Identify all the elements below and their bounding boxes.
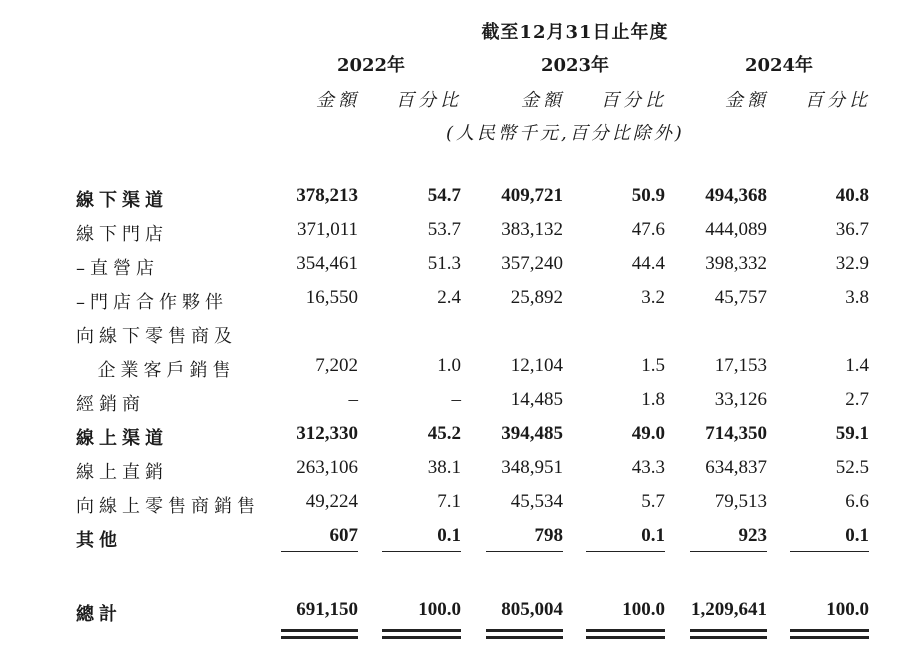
percent-cell: 1.5	[641, 355, 665, 376]
percent-cell: 1.0	[437, 355, 461, 376]
percent-cell: 100.0	[622, 599, 665, 620]
total-double-rule	[382, 629, 461, 639]
total-double-rule	[486, 629, 563, 639]
subtotal-rule	[586, 551, 665, 552]
percent-cell: 5.7	[641, 491, 665, 512]
amount-cell: 714,350	[705, 423, 767, 444]
amount-cell: 409,721	[501, 185, 563, 206]
amount-cell: 45,534	[510, 491, 563, 512]
subtotal-rule	[690, 551, 767, 552]
percent-cell: 6.6	[845, 491, 869, 512]
amount-cell: 394,485	[501, 423, 563, 444]
row-label: 線上渠道	[76, 428, 168, 449]
units-note: (人民幣千元,百分比除外)	[446, 123, 685, 144]
percent-cell: 2.7	[845, 389, 869, 410]
amount-cell: 348,951	[501, 457, 563, 478]
percent-cell: 43.3	[631, 457, 665, 478]
amount-cell: 16,550	[305, 287, 358, 308]
percent-cell: 53.7	[427, 219, 461, 240]
amount-cell: 444,089	[705, 219, 767, 240]
percent-cell: –	[451, 389, 461, 410]
percent-cell: 32.9	[835, 253, 869, 274]
total-double-rule	[790, 629, 869, 639]
percent-cell: 47.6	[631, 219, 665, 240]
col-percent-2023: 百分比	[601, 90, 667, 111]
percent-cell: 1.4	[845, 355, 869, 376]
col-amount-2022: 金額	[316, 90, 360, 111]
percent-cell: 38.1	[427, 457, 461, 478]
percent-cell: 44.4	[631, 253, 665, 274]
col-amount-2024: 金額	[725, 90, 769, 111]
subtotal-rule	[790, 551, 869, 552]
col-percent-2022: 百分比	[396, 90, 462, 111]
row-label: –門店合作夥伴	[76, 292, 228, 313]
percent-cell: 0.1	[641, 525, 665, 546]
subtotal-rule	[281, 551, 358, 552]
percent-cell: 2.4	[437, 287, 461, 308]
amount-cell: 607	[329, 525, 358, 546]
amount-cell: 14,485	[510, 389, 563, 410]
amount-cell: 357,240	[501, 253, 563, 274]
amount-cell: 12,104	[510, 355, 563, 376]
amount-cell: –	[348, 389, 358, 410]
total-double-rule	[586, 629, 665, 639]
percent-cell: 100.0	[418, 599, 461, 620]
amount-cell: 378,213	[296, 185, 358, 206]
percent-cell: 0.1	[437, 525, 461, 546]
amount-cell: 17,153	[714, 355, 767, 376]
amount-cell: 354,461	[296, 253, 358, 274]
total-double-rule	[281, 629, 358, 639]
amount-cell: 1,209,641	[691, 599, 767, 620]
percent-cell: 54.7	[427, 185, 461, 206]
percent-cell: 52.5	[835, 457, 869, 478]
amount-cell: 398,332	[705, 253, 767, 274]
row-label: 總計	[76, 604, 122, 625]
percent-cell: 3.8	[845, 287, 869, 308]
col-amount-2023: 金額	[521, 90, 565, 111]
amount-cell: 494,368	[705, 185, 767, 206]
row-label: 線上直銷	[76, 462, 168, 483]
row-label: 企業客戶銷售	[76, 360, 236, 381]
col-percent-2024: 百分比	[805, 90, 871, 111]
row-label: 向線上零售商銷售	[76, 496, 260, 517]
percent-cell: 49.0	[631, 423, 665, 444]
subtotal-rule	[382, 551, 461, 552]
row-label: 向線下零售商及	[76, 326, 237, 347]
year-2022-header: 2022年	[336, 55, 406, 76]
percent-cell: 36.7	[835, 219, 869, 240]
percent-cell: 100.0	[826, 599, 869, 620]
amount-cell: 634,837	[705, 457, 767, 478]
percent-cell: 3.2	[641, 287, 665, 308]
percent-cell: 59.1	[835, 423, 869, 444]
amount-cell: 7,202	[315, 355, 358, 376]
row-label: 其他	[76, 530, 122, 551]
amount-cell: 25,892	[510, 287, 563, 308]
amount-cell: 383,132	[501, 219, 563, 240]
period-header: 截至12月31日止年度	[481, 22, 669, 43]
total-double-rule	[690, 629, 767, 639]
percent-cell: 7.1	[437, 491, 461, 512]
percent-cell: 40.8	[835, 185, 869, 206]
row-label: 線下渠道	[76, 190, 168, 211]
percent-cell: 51.3	[427, 253, 461, 274]
amount-cell: 923	[738, 525, 767, 546]
percent-cell: 1.8	[641, 389, 665, 410]
amount-cell: 371,011	[296, 219, 358, 240]
amount-cell: 805,004	[501, 599, 563, 620]
amount-cell: 263,106	[296, 457, 358, 478]
row-label: –直營店	[76, 258, 159, 279]
percent-cell: 50.9	[631, 185, 665, 206]
year-2024-header: 2024年	[744, 55, 814, 76]
percent-cell: 0.1	[845, 525, 869, 546]
amount-cell: 312,330	[296, 423, 358, 444]
amount-cell: 33,126	[714, 389, 767, 410]
amount-cell: 79,513	[714, 491, 767, 512]
subtotal-rule	[486, 551, 563, 552]
row-label: 線下門店	[76, 224, 168, 245]
amount-cell: 691,150	[296, 599, 358, 620]
year-2023-header: 2023年	[540, 55, 610, 76]
row-label: 經銷商	[76, 394, 145, 415]
amount-cell: 49,224	[305, 491, 358, 512]
amount-cell: 798	[534, 525, 563, 546]
amount-cell: 45,757	[714, 287, 767, 308]
percent-cell: 45.2	[427, 423, 461, 444]
